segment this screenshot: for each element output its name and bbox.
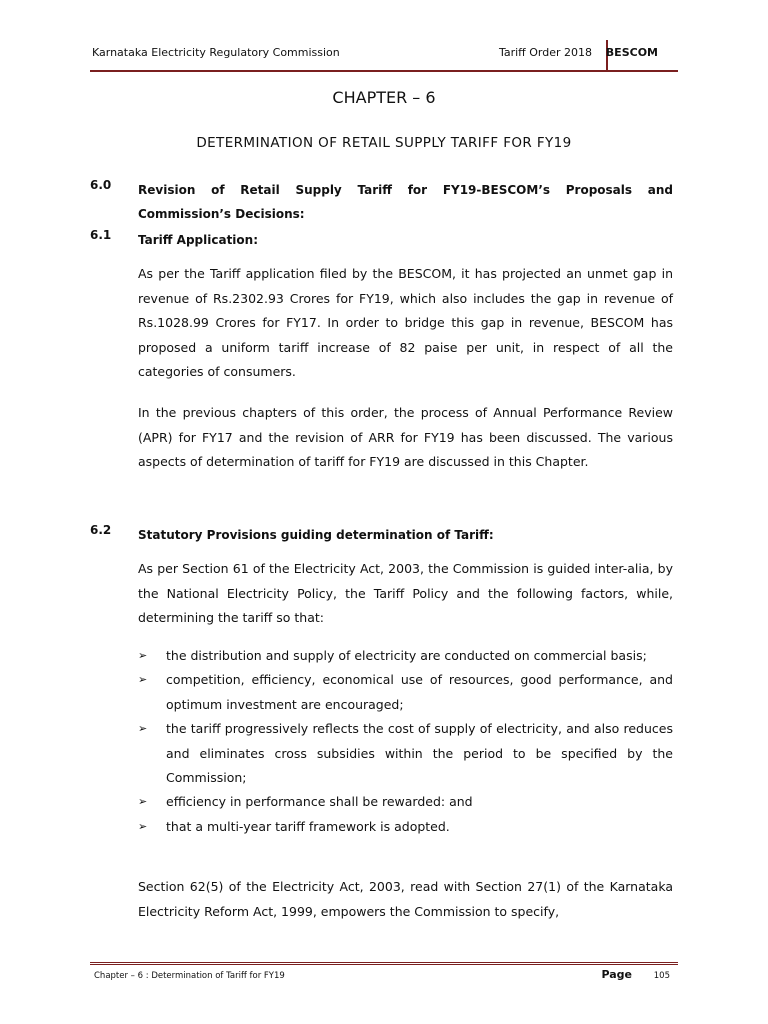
section-title: Revision of Retail Supply Tariff for FY19-BESCOM’s Proposals and Commission’s Decisions: — [138, 183, 673, 221]
section-title: Statutory Provisions guiding determination of Tariff: — [138, 528, 494, 542]
list-item: ➢ efficiency in performance shall be rewarded: and — [138, 790, 673, 814]
arrow-bullet-icon: ➢ — [138, 819, 148, 833]
factors-list — [138, 644, 673, 839]
paragraph-tariff-application: As per the Tariff application filed by the BESCOM, it has projected an unmet gap in revenue of Rs.2302.93 Crores for FY19, which also includes the gap in revenue of Rs.1028.99 Crores for FY17. In order to bridge this gap in revenue, BESCOM has proposed a uniform tariff increase of 82 paise per unit, in respect of all the categories of consumers. — [138, 266, 673, 380]
arrow-bullet-icon: ➢ — [138, 673, 148, 687]
section-number: 6.2 — [90, 523, 112, 537]
section-number: 6.0 — [90, 178, 112, 192]
paragraph-previous-chapters: In the previous chapters of this order, the process of Annual Performance Review (APR) for FY17 and the revision of ARR for FY19 has been discussed. The various aspects of determination of tariff for FY19 are discussed in this Chapter. — [138, 405, 673, 470]
arrow-bullet-icon: ➢ — [138, 649, 148, 662]
list-item: ➢ the distribution and supply of electricity are conducted on commercial basis; — [138, 644, 673, 668]
arrow-bullet-icon: ➢ — [138, 795, 148, 809]
footer-chapter: Chapter – 6 : Determination of Tariff for FY19 — [94, 971, 285, 981]
chapter-title: DETERMINATION OF RETAIL SUPPLY TARIFF FOR FY19 — [196, 135, 572, 151]
section-title: Tariff Application: — [138, 233, 259, 247]
list-item: ➢ that a multi-year tariff framework is adopted. — [138, 815, 673, 839]
list-item: ➢ the tariff progressively reflects the cost of supply of electricity, and also reduces and eliminates cross subsidies within the period to be specified by the Commission; — [138, 717, 673, 790]
arrow-bullet-icon: ➢ — [138, 722, 148, 736]
section-number: 6.1 — [90, 228, 112, 242]
list-item: ➢ competition, efficiency, economical use of resources, good performance, and optimum investment are encouraged; — [138, 668, 673, 717]
footer-page-label: Page — [601, 968, 632, 981]
header-tariff-order: Tariff Order 2018 — [498, 46, 592, 59]
page-footer — [90, 962, 678, 985]
chapter-number: CHAPTER – 6 — [332, 88, 436, 107]
header-utility: BESCOM — [605, 46, 658, 59]
header-commission: Karnataka Electricity Regulatory Commission — [92, 46, 340, 59]
page-header — [90, 40, 678, 72]
paragraph-section-62: Section 62(5) of the Electricity Act, 2003, read with Section 27(1) of the Karnataka Electricity Reform Act, 1999, empowers the Commission to specify, — [138, 879, 673, 919]
footer-page-number: 105 — [653, 971, 670, 981]
paragraph-section-61: As per Section 61 of the Electricity Act, 2003, the Commission is guided inter-alia, by the National Electricity Policy, the Tariff Policy and the following factors, while, determining the tariff so that: — [138, 561, 673, 626]
